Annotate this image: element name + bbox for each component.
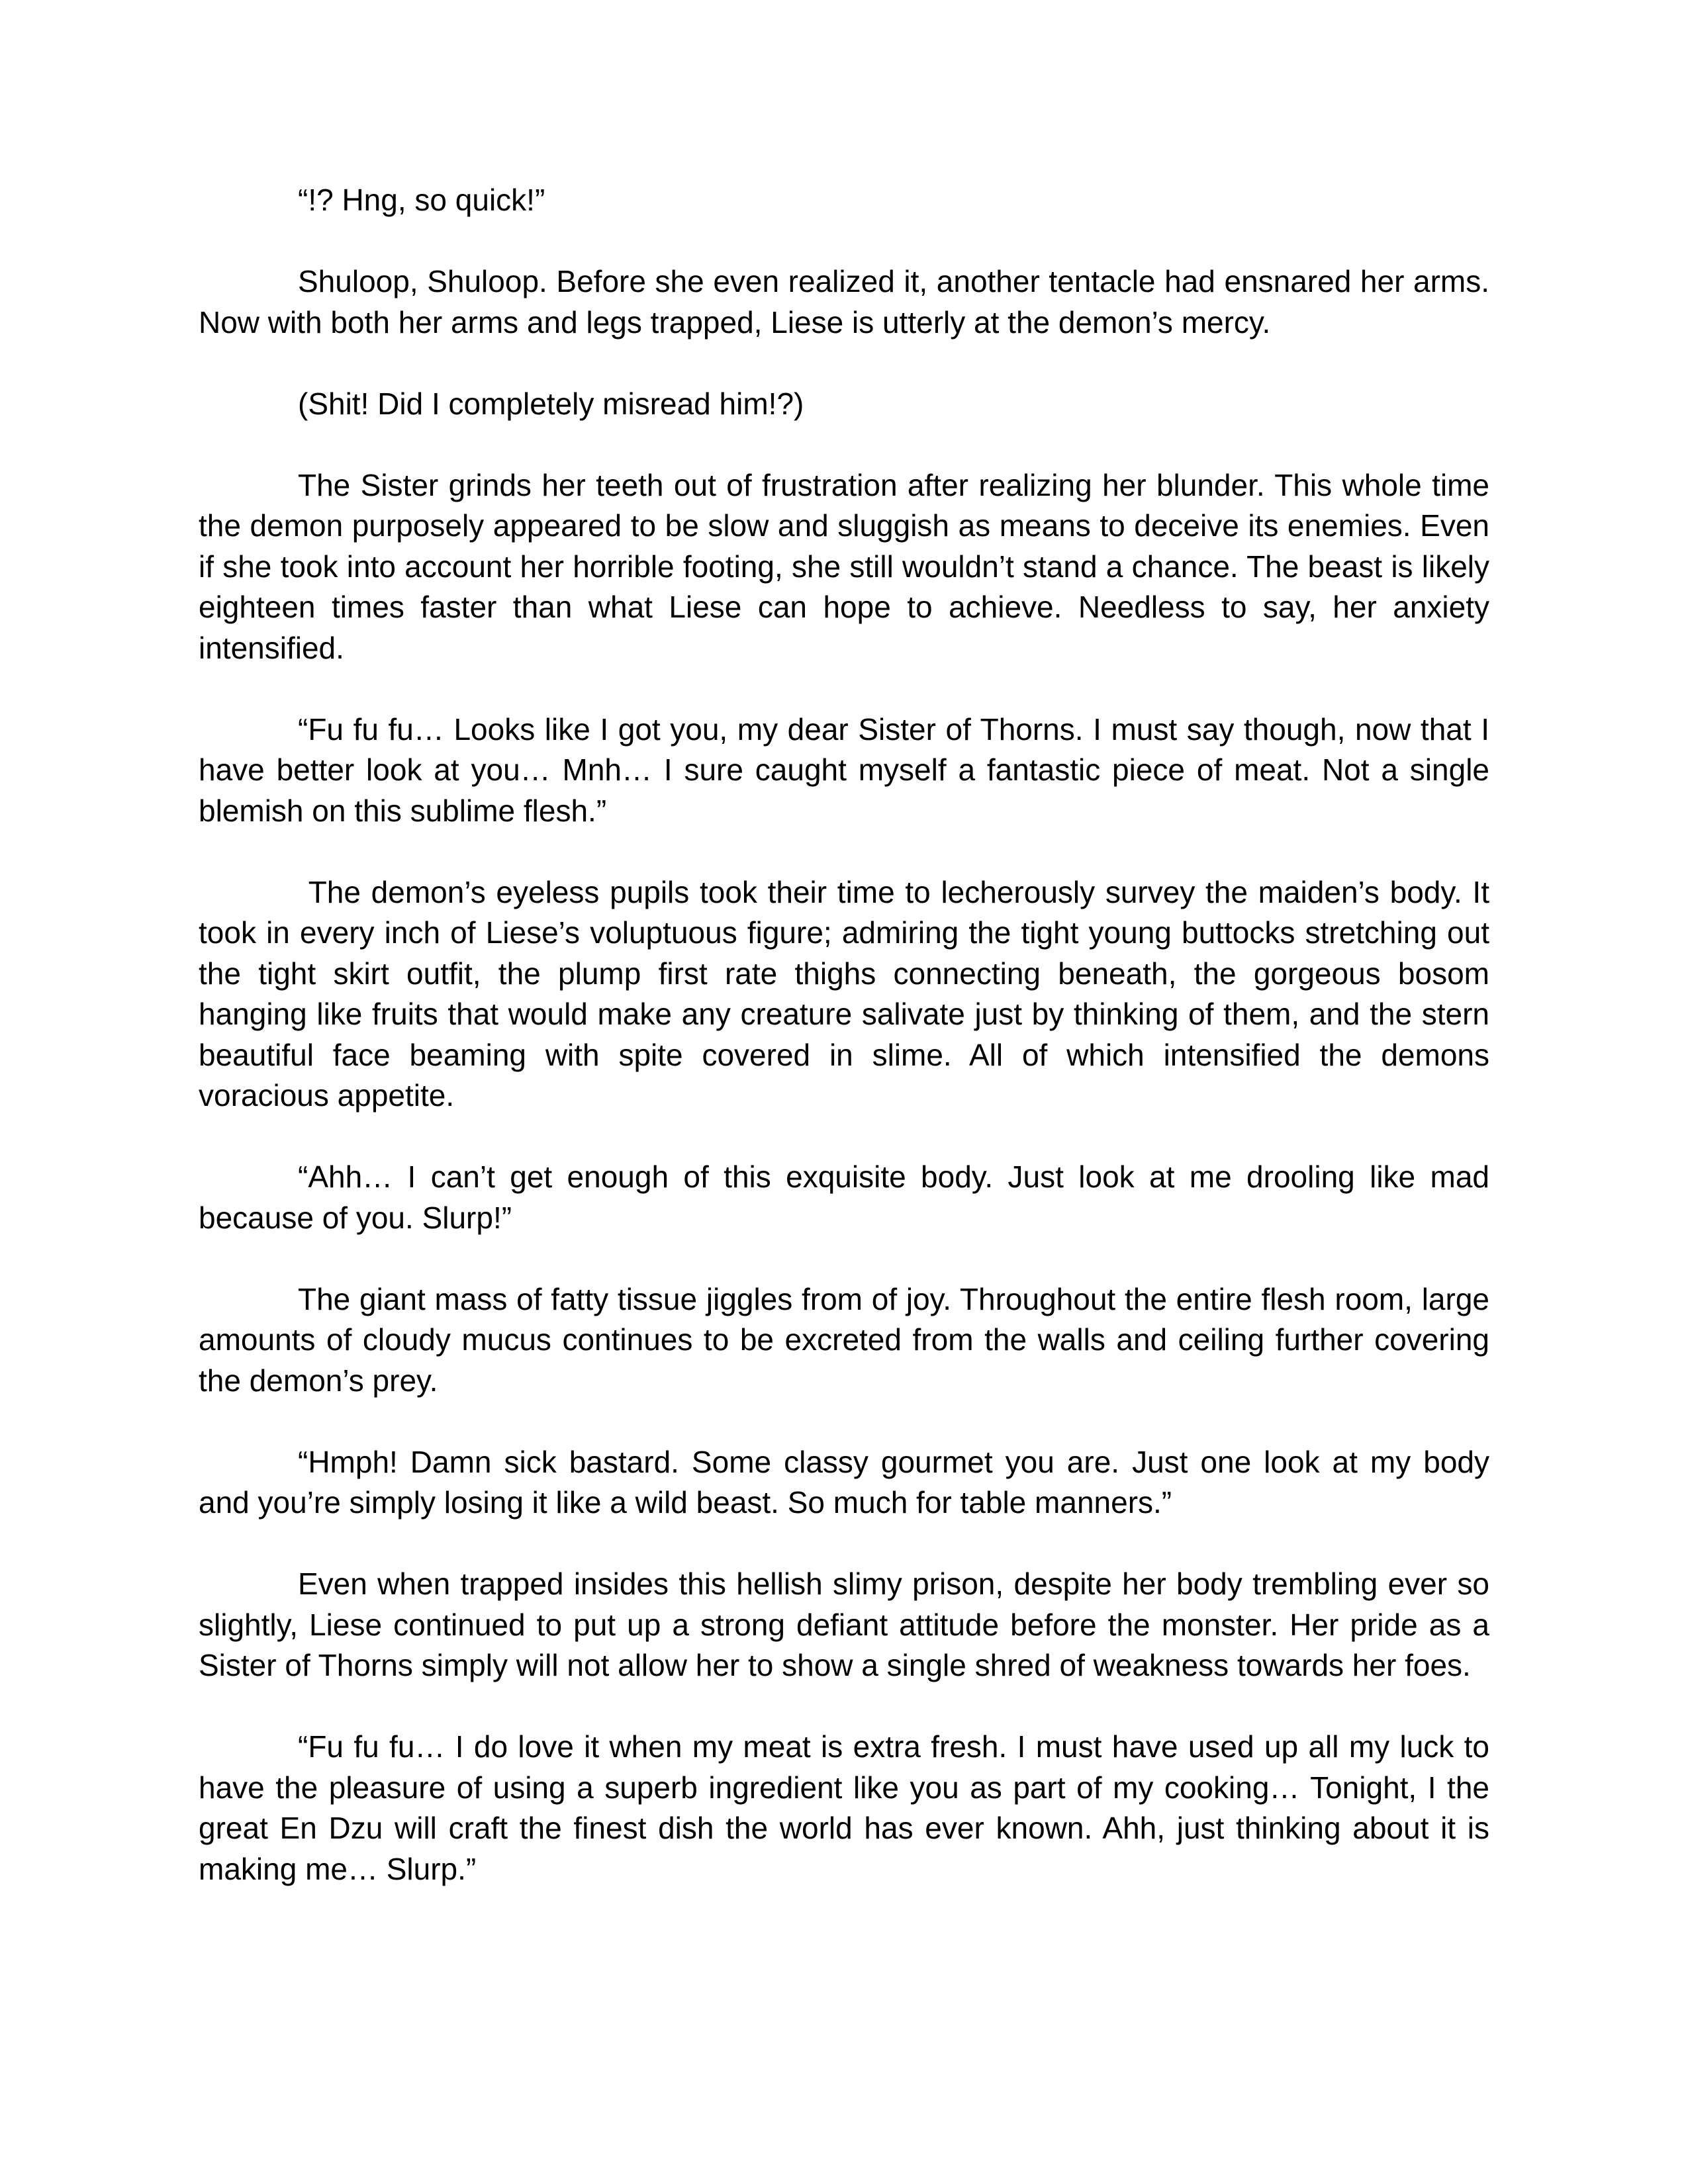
paragraph: Even when trapped insides this hellish slimy prison, despite her body trembling ever so slightly, Liese continued to put up a strong defiant attitude before the monster. Her pride as a Sister of Thorns simply will not allow her to show a single shred of weakness towards her foes. <box>199 1567 1489 1682</box>
paragraph: “Ahh… I can’t get enough of this exquisite body. Just look at me drooling like mad because of you. Slurp!” <box>199 1160 1489 1235</box>
paragraph: “Hmph! Damn sick bastard. Some classy gourmet you are. Just one look at my body and you’re simply losing it like a wild beast. So much for table manners.” <box>199 1444 1489 1520</box>
paragraph: “!? Hng, so quick!” <box>298 183 545 217</box>
paragraph: “Fu fu fu… Looks like I got you, my dear Sister of Thorns. I must say though, now that I have better look at you… Mnh… I sure caught myself a fantastic piece of meat. Not a single blemish on this sublime flesh.” <box>199 711 1489 828</box>
paragraph: Shuloop, Shuloop. Before she even realized it, another tentacle had ensnared her arms. Now with both her arms and legs trapped, Liese is utterly at the demon’s mercy. <box>199 264 1489 340</box>
paragraph: The demon’s eyeless pupils took their time to lecherously survey the maiden’s body. It took in every inch of Liese’s voluptuous figure; admiring the tight young buttocks stretching out the tight skirt outfit, the plump first rate thighs connecting beneath, the gorgeous bosom hanging like fruits that would make any creature salivate just by thinking of them, and the stern beautiful face beaming with spite covered in slime. All of which intensified the demons voracious appetite. <box>199 874 1489 1113</box>
paragraph: “Fu fu fu… I do love it when my meat is extra fresh. I must have used up all my luck to have the pleasure of using a superb ingredient like you as part of my cooking… Tonight, I the great En Dzu will craft the finest dish the world has ever known. Ahh, just thinking about it is making me… Slurp.” <box>199 1729 1489 1886</box>
paragraph: The giant mass of fatty tissue jiggles from of joy. Throughout the entire flesh room, large amounts of cloudy mucus continues to be excreted from the walls and ceiling further covering the demon’s prey. <box>199 1281 1489 1398</box>
paragraph: The Sister grinds her teeth out of frustration after realizing her blunder. This whole time the demon purposely appeared to be slow and sluggish as means to deceive its enemies. Even if she took into account her horrible footing, she still wouldn’t stand a chance. The beast is likely eighteen times faster than what Liese can hope to achieve. Needless to say, her anxiety intensified. <box>199 467 1489 665</box>
paragraph: (Shit! Did I completely misread him!?) <box>298 386 804 421</box>
